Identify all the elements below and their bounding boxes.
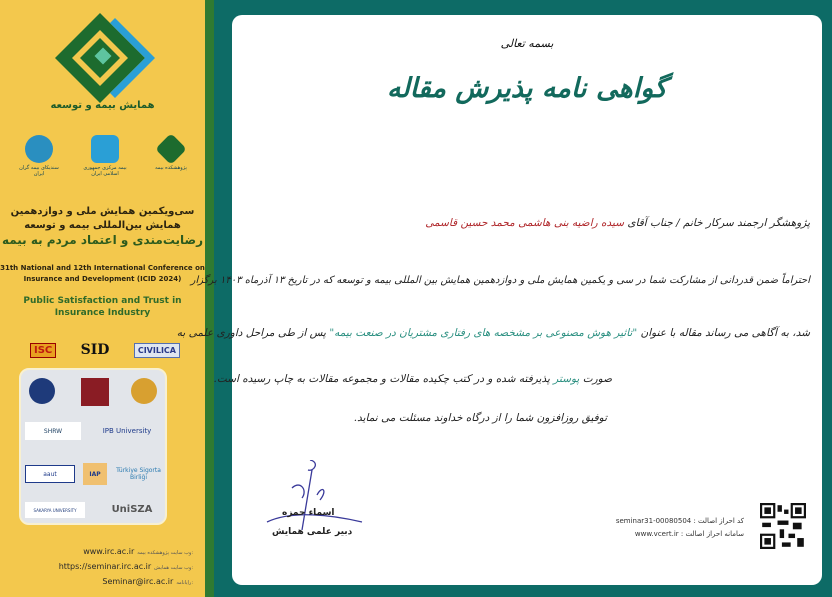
iap-logo: IAP — [83, 463, 107, 485]
seminar-link[interactable]: https://seminar.irc.ac.ir — [58, 562, 152, 571]
conference-title-fa: سی‌ویکمین همایش ملی و دوازدهمین همایش بین‌المللی بیمه و توسعه — [10, 206, 195, 231]
conference-logo — [35, 8, 165, 108]
conference-theme-en: Public Satisfaction and Trust in Insurance Industry — [23, 296, 182, 318]
signer-role: دبیر علمی همایش — [272, 527, 353, 537]
civilica-logo: CIVILICA — [134, 343, 180, 358]
certificate-title: گواهی نامه پذیرش مقاله — [386, 73, 668, 104]
conference-theme-fa: رضایت‌مندی و اعتماد مردم به بیمه — [1, 233, 204, 247]
email-link[interactable]: Seminar@irc.ac.ir — [102, 577, 174, 586]
qr-code-icon[interactable] — [760, 503, 806, 549]
verification-site-link[interactable]: www.vcert.ir — [634, 530, 679, 538]
website-link[interactable]: www.irc.ac.ir — [83, 547, 135, 556]
partner-logos — [15, 135, 195, 177]
verification-info: کد احراز اصالت : seminar31-00080504 سامانه احراز اصالت : www.vcert.ir — [615, 517, 744, 538]
conference-title-en: 31th National and 12th International Conference on Insurance and Development (ICID 2024) — [0, 264, 205, 283]
signer-name: اسماء حمزه — [282, 508, 335, 518]
ipb-logo: IPB University — [102, 427, 152, 435]
basmala: بسمه تعالی — [500, 37, 554, 50]
partner-logo: پژوهشکده بیمه — [147, 135, 195, 177]
international-partners-box — [19, 368, 167, 525]
salutation-line: پژوهشگر ارجمند سرکار خانم / جناب آقای سیده راضیه بنی هاشمی محمد حسین قاسمی — [425, 217, 810, 229]
award-seal-icon — [131, 378, 157, 404]
index-logos — [30, 342, 180, 358]
turkiye-sigorta-logo: Türkiye Sigorta Birliği — [116, 467, 161, 481]
partner-logo: سندیکای بیمه گران ایران — [15, 135, 63, 177]
author-names: سیده راضیه بنی هاشمی محمد حسین قاسمی — [425, 217, 625, 229]
university-seal-icon — [29, 378, 55, 404]
paper-title: "تاثیر هوش مصنوعی بر مشخصه های رفتاری مشتریان در صنعت بیمه" — [329, 327, 638, 339]
body-line-2: شد، به آگاهی می رساند مقاله با عنوان "تاثیر هوش مصنوعی بر مشخصه های رفتاری مشتریان در صنعت بیمه" پس از طی مراحل داوری علمی به — [176, 327, 810, 339]
partner-logo: بیمه مرکزی جمهوری اسلامی ایران — [81, 135, 129, 177]
body-line-1: احتراماً ضمن قدردانی از مشارکت شما در سی و یکمین همایش ملی و دوازدهمین همایش بین المللی بیمه و توسعه که در تاریخ ۱۳ آذرماه ۱۴۰۳ برگزار — [190, 275, 810, 286]
conference-sidebar — [0, 0, 214, 597]
syndicate-logo-icon — [25, 135, 53, 163]
certificate-card — [176, 15, 822, 585]
closing-line: توفیق روزافزون شما را از درگاه خداوند مسئلت می نماید. — [353, 412, 607, 424]
aaut-logo: aaut — [25, 465, 75, 483]
isc-logo: ISC — [30, 343, 56, 358]
conference-brand: همایش بیمه و توسعه — [50, 100, 155, 111]
unisza-logo: UniSZA — [111, 503, 153, 515]
shrw-logo: SHRW — [25, 422, 81, 440]
body-line-3: صورت پوستر پذیرفته شده و در کتب چکیده مقالات و مجموعه مقالات به چاپ رسیده است. — [213, 373, 612, 385]
verification-code: seminar31-00080504 — [615, 517, 692, 525]
presentation-type: پوستر — [553, 373, 580, 385]
research-institute-logo-icon — [155, 133, 187, 165]
central-insurance-logo-icon — [91, 135, 119, 163]
sid-logo: SID — [80, 342, 110, 358]
university-crest-icon — [81, 378, 109, 406]
sakarya-logo: SAKARYA UNIVERSITY — [25, 502, 85, 518]
contact-links: www.irc.ac.ir وب سایت پژوهشکده بیمه: https://seminar.irc.ac.ir وب سایت همایش: Seminar@irc.ac.ir رایانامه: — [58, 547, 193, 586]
